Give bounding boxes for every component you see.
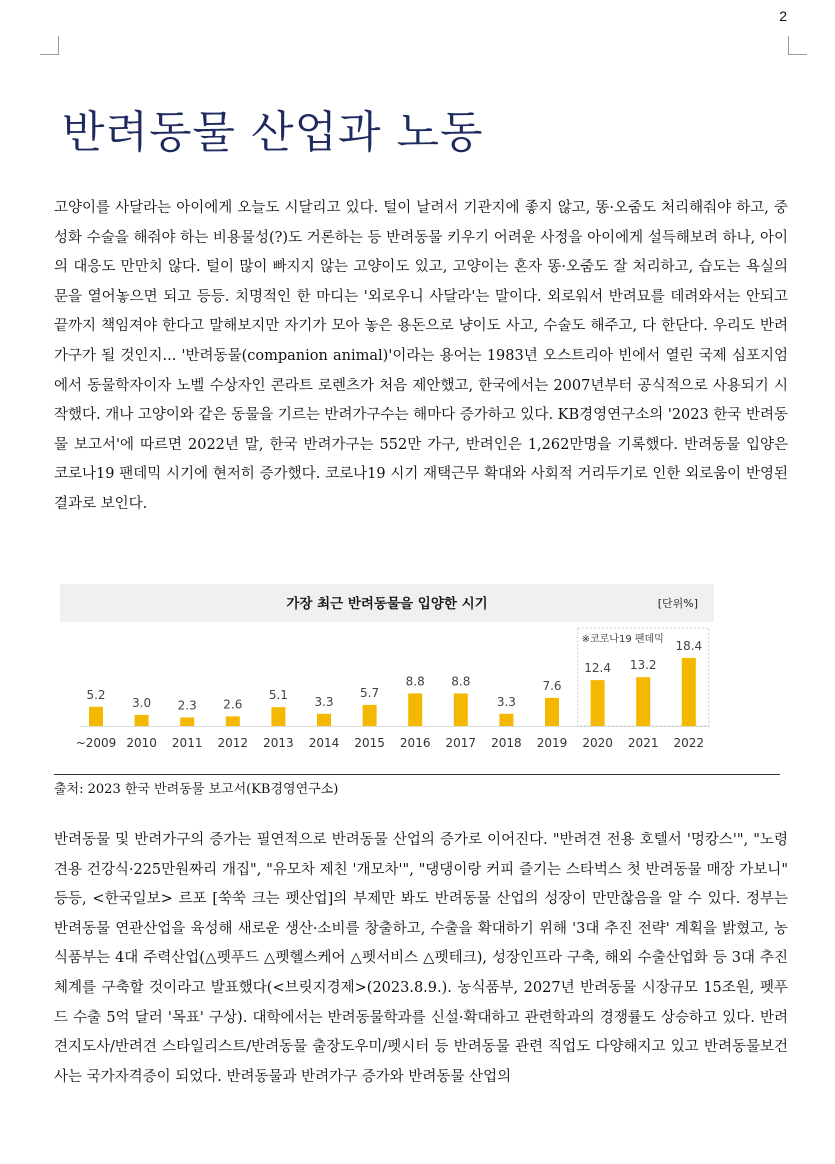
bar-value-label: 8.8 <box>405 674 425 689</box>
margin-corner-right <box>788 36 807 55</box>
bar-value-label: 5.1 <box>268 688 288 703</box>
document-title: 반려동물 산업과 노동 <box>62 107 484 158</box>
bar-value-label: 3.0 <box>132 695 152 710</box>
bar-4 <box>271 707 285 726</box>
chart-unit: [단위%] <box>657 597 698 610</box>
bar-8 <box>454 693 468 726</box>
chart-header <box>60 584 714 622</box>
bar-value-label: 13.2 <box>629 658 657 673</box>
chart-source: 출처: 2023 한국 반려동물 보고서(KB경영연구소) <box>54 782 339 797</box>
chart-rule <box>54 774 780 775</box>
x-tick-label: 2013 <box>263 736 294 750</box>
x-tick-label: 2011 <box>171 736 203 750</box>
x-tick-label: 2022 <box>673 736 705 750</box>
bar-6 <box>363 705 377 726</box>
x-tick-label: 2018 <box>491 736 522 750</box>
x-tick-label: 2019 <box>536 736 568 750</box>
x-tick-label: 2010 <box>126 736 157 750</box>
bar-13 <box>682 658 696 726</box>
chart-title: 가장 최근 반려동물을 입양한 시기 <box>286 596 488 612</box>
x-tick-label: 2020 <box>582 736 613 750</box>
bar-2 <box>180 717 194 726</box>
paragraph-intro: 고양이를 사달라는 아이에게 오늘도 시달리고 있다. 털이 날려서 기관지에 좋지 않고, 똥·오줌도 처리해줘야 하고, 중성화 수술을 해줘야 하는 비용물성(?)도 거론하는 등 반려동물 키우기 어려운 사정을 아이에게 설득해보려 하나, 아이의 대응도 만만치 않다. 털이 많이 빠지지 않는 고양이도 있고, 고양이는 혼자 똥·오줌도 잘 처리하고, 습도는 욕실의 문을 열어놓으면 되고 등등. 치명적인 한 마디는 '외로우니 사달라'는 말이다. 외로워서 반려묘를 데려와서는 안되고 끝까지 책임져야 한다고 말해보지만 자기가 모아 놓은 용돈으로 냥이도 사고, 수술도 해주고, 다 한단다. 우리도 반려가구가 될 것인지... '반려동물(companion animal)'이라는 용어는 1983년 오스트리아 빈에서 열린 국제 심포지엄에서 동물학자이자 노벨 수상자인 콘라트 로렌츠가 처음 제안했고, 한국에서는 2007년부터 공식적으로 사용되기 시작했다. 개나 고양이와 같은 동물을 기르는 반려가구수는 해마다 증가하고 있다. KB경영연구소의 '2023 한국 반려동물 보고서'에 따르면 2022년 말, 한국 반려가구는 552만 가구, 반려인은 1,262만명을 기록했다. 반려동물 입양은 코로나19 팬데믹 시기에 현저히 증가했다. 코로나19 시기 재택근무 확대와 사회적 거리두기로 인한 외로움이 반영된 결과로 보인다. <box>54 200 788 512</box>
bar-10 <box>545 698 559 726</box>
bar-7 <box>408 693 422 726</box>
bar-value-label: 2.6 <box>223 697 243 712</box>
bar-value-label: 18.4 <box>675 638 703 653</box>
x-tick-label: 2017 <box>445 736 477 750</box>
bar-value-label: 2.3 <box>177 698 197 713</box>
bar-value-label: 7.6 <box>542 678 562 693</box>
bar-value-label: 8.8 <box>451 674 471 689</box>
bar-value-label: 12.4 <box>584 661 611 676</box>
margin-corner-left <box>40 36 59 55</box>
bar-12 <box>636 677 650 726</box>
bar-value-label: 5.7 <box>360 685 380 700</box>
x-tick-label: 2016 <box>399 736 431 750</box>
bar-0 <box>89 707 103 726</box>
pandemic-annotation: ※코로나19 팬데믹 <box>581 634 664 645</box>
adoption-chart <box>60 584 714 768</box>
x-tick-label: 2012 <box>217 736 249 750</box>
bar-5 <box>317 714 331 726</box>
bar-9 <box>499 714 513 726</box>
bar-value-label: 3.3 <box>314 694 334 709</box>
x-tick-label: ~2009 <box>75 736 117 750</box>
bar-1 <box>135 715 149 726</box>
bar-3 <box>226 716 240 726</box>
x-tick-label: 2021 <box>627 736 659 750</box>
bar-11 <box>591 680 605 726</box>
x-tick-label: 2014 <box>308 736 340 750</box>
bar-value-label: 3.3 <box>496 694 516 709</box>
bar-chart-svg <box>60 622 714 768</box>
x-tick-label: 2015 <box>354 736 385 750</box>
bar-value-label: 5.2 <box>86 687 106 702</box>
page-number: 2 <box>779 8 787 24</box>
paragraph-industry: 반려동물 및 반려가구의 증가는 필연적으로 반려동물 산업의 증가로 이어진다. "반려견 전용 호텔서 '멍캉스'", "노령견용 건강식·225만원짜리 개집", "유모차 제친 '개모차'", "댕댕이랑 커피 즐기는 스타벅스 첫 반려동물 매장 가보니" 등등, <한국일보> 르포 [쑥쑥 크는 펫산업]의 부제만 봐도 반려동물 산업의 성장이 만만찮음을 알 수 있다. 정부는 반려동물 연관산업을 육성해 새로운 생산·소비를 창출하고, 수출을 확대하기 위해 '3대 추진 전략' 계획을 밝혔고, 농식품부는 4대 주력산업(△펫푸드 △펫헬스케어 △펫서비스 △펫테크), 성장인프라 구축, 해외 수출산업화 등 3대 추진체계를 구축할 것이라고 발표했다(<브릿지경제>(2023.8.9.). 농식품부, 2027년 반려동물 시장규모 15조원, 펫푸드 수출 5억 달러 '목표' 구상). 대학에서는 반려동물학과를 신설·확대하고 관련학과의 경쟁률도 상승하고 있다. 반려견지도사/반려견 스타일리스트/반려동물 출장도우미/펫시터 등 반려동물 관련 직업도 다양해지고 있고 반려동물보건사는 국가자격증이 되었다. 반려동물과 반려가구 증가와 반려동물 산업의 <box>54 832 788 1085</box>
